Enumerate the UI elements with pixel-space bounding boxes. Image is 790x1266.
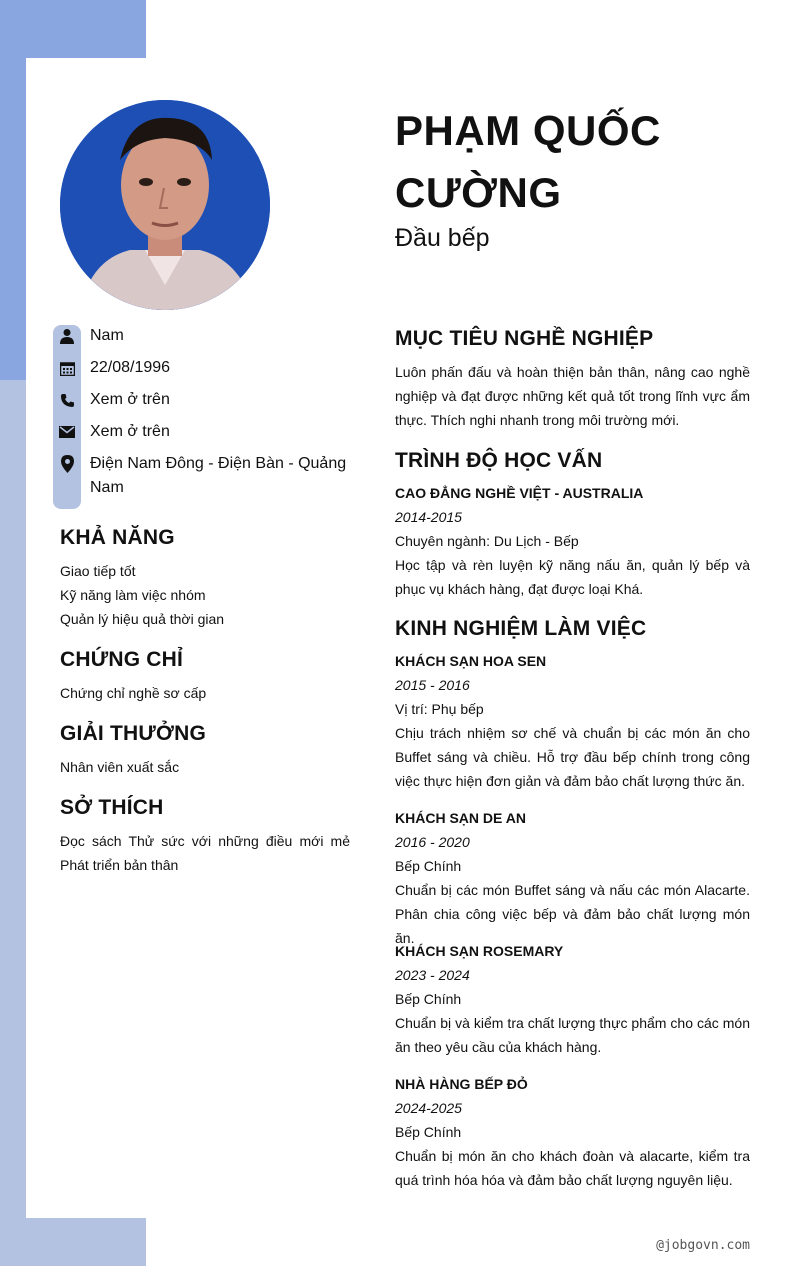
contact-phone (58, 388, 350, 412)
profile-photo (60, 100, 270, 310)
address-value: Điện Nam Đông - Điện Bàn - Quảng Nam (90, 455, 347, 496)
job-entry (395, 806, 750, 950)
contact-address (58, 452, 350, 500)
school-name: CAO ĐẲNG NGHỀ VIỆT - AUSTRALIA (395, 485, 644, 501)
job-period: 2015 - 2016 (395, 677, 470, 693)
job-company: NHÀ HÀNG BẾP ĐỎ (395, 1076, 528, 1092)
certificates-title: CHỨNG CHỈ (60, 648, 184, 671)
job-position: Bếp Chính (395, 991, 462, 1007)
objective-title: MỤC TIÊU NGHỀ NGHIỆP (395, 327, 654, 350)
job-desc: Chuẩn bị món ăn cho khách đoàn và alacarte, kiểm tra quá trình hóa hóa và đảm bảo chất lượng nguyên liệu. (395, 1148, 750, 1188)
skills-title: KHẢ NĂNG (60, 526, 175, 549)
location-icon (58, 452, 76, 476)
job-entry (395, 939, 750, 1059)
phone-value: Xem ở trên (90, 391, 170, 408)
awards-list (60, 755, 350, 779)
education-period: 2014-2015 (395, 509, 462, 525)
objective-text: Luôn phấn đấu và hoàn thiện bản thân, nâng cao nghề nghiệp và đạt được những kết quả tốt trong lĩnh vực ẩm thực. Thích nghi nhanh trong môi trường mới. (395, 364, 750, 428)
awards-title: GIẢI THƯỞNG (60, 722, 207, 745)
certificates-list (60, 681, 350, 705)
contact-gender (58, 324, 350, 348)
job-position: Bếp Chính (395, 858, 462, 874)
experience-title: KINH NGHIỆM LÀM VIỆC (395, 617, 647, 640)
job-entry (395, 649, 750, 793)
job-desc: Chuẩn bị và kiểm tra chất lượng thực phẩm cho các món ăn theo yêu cầu của khách hàng. (395, 1015, 750, 1055)
job-period: 2024-2025 (395, 1100, 462, 1116)
education-title: TRÌNH ĐỘ HỌC VẤN (395, 449, 603, 472)
job-title: Đầu bếp (395, 224, 490, 252)
contact-birthday (58, 356, 350, 380)
phone-icon (58, 388, 76, 412)
mail-icon (58, 420, 76, 444)
job-position: Bếp Chính (395, 1124, 462, 1140)
skills-list (60, 559, 350, 631)
education-major: Chuyên ngành: Du Lịch - Bếp (395, 533, 579, 549)
skill-item: Giao tiếp tốt (60, 563, 136, 579)
job-position: Vị trí: Phụ bếp (395, 701, 484, 717)
job-period: 2023 - 2024 (395, 967, 470, 983)
hobbies-title: SỞ THÍCH (60, 796, 164, 819)
education-entry (395, 481, 750, 601)
calendar-icon (58, 356, 76, 380)
job-desc: Chịu trách nhiệm sơ chế và chuẩn bị các món ăn cho Buffet sáng và chiều. Hỗ trợ đầu bếp chính trong công việc thực hiện đơn giản và đảm bảo chất lượng thức ăn. (395, 725, 750, 789)
education-desc: Học tập và rèn luyện kỹ năng nấu ăn, quản lý bếp và phục vụ khách hàng, đạt được loại Khá. (395, 557, 750, 597)
job-company: KHÁCH SẠN ROSEMARY (395, 943, 564, 959)
skill-item: Quản lý hiệu quả thời gian (60, 611, 225, 627)
job-company: KHÁCH SẠN HOA SEN (395, 653, 547, 669)
job-entry (395, 1072, 750, 1192)
job-desc: Chuẩn bị các món Buffet sáng và nấu các món Alacarte. Phân chia công việc bếp và đảm bảo chất lượng món ăn. (395, 882, 750, 946)
job-period: 2016 - 2020 (395, 834, 470, 850)
person-icon (58, 324, 76, 348)
candidate-name: PHẠM QUỐC CƯỜNG (395, 107, 661, 216)
email-value: Xem ở trên (90, 423, 170, 440)
birthday-value: 22/08/1996 (90, 359, 171, 376)
hobbies-text: Đọc sách Thử sức với những điều mới mẻ Phát triển bản thân (60, 833, 350, 873)
contact-email (58, 420, 350, 444)
gender-value: Nam (90, 327, 124, 344)
award-item: Nhân viên xuất sắc (60, 759, 180, 775)
footer-watermark: @jobgovn.com (656, 1238, 750, 1253)
certificate-item: Chứng chỉ nghề sơ cấp (60, 685, 207, 701)
job-company: KHÁCH SẠN DE AN (395, 810, 526, 826)
skill-item: Kỹ năng làm việc nhóm (60, 587, 206, 603)
